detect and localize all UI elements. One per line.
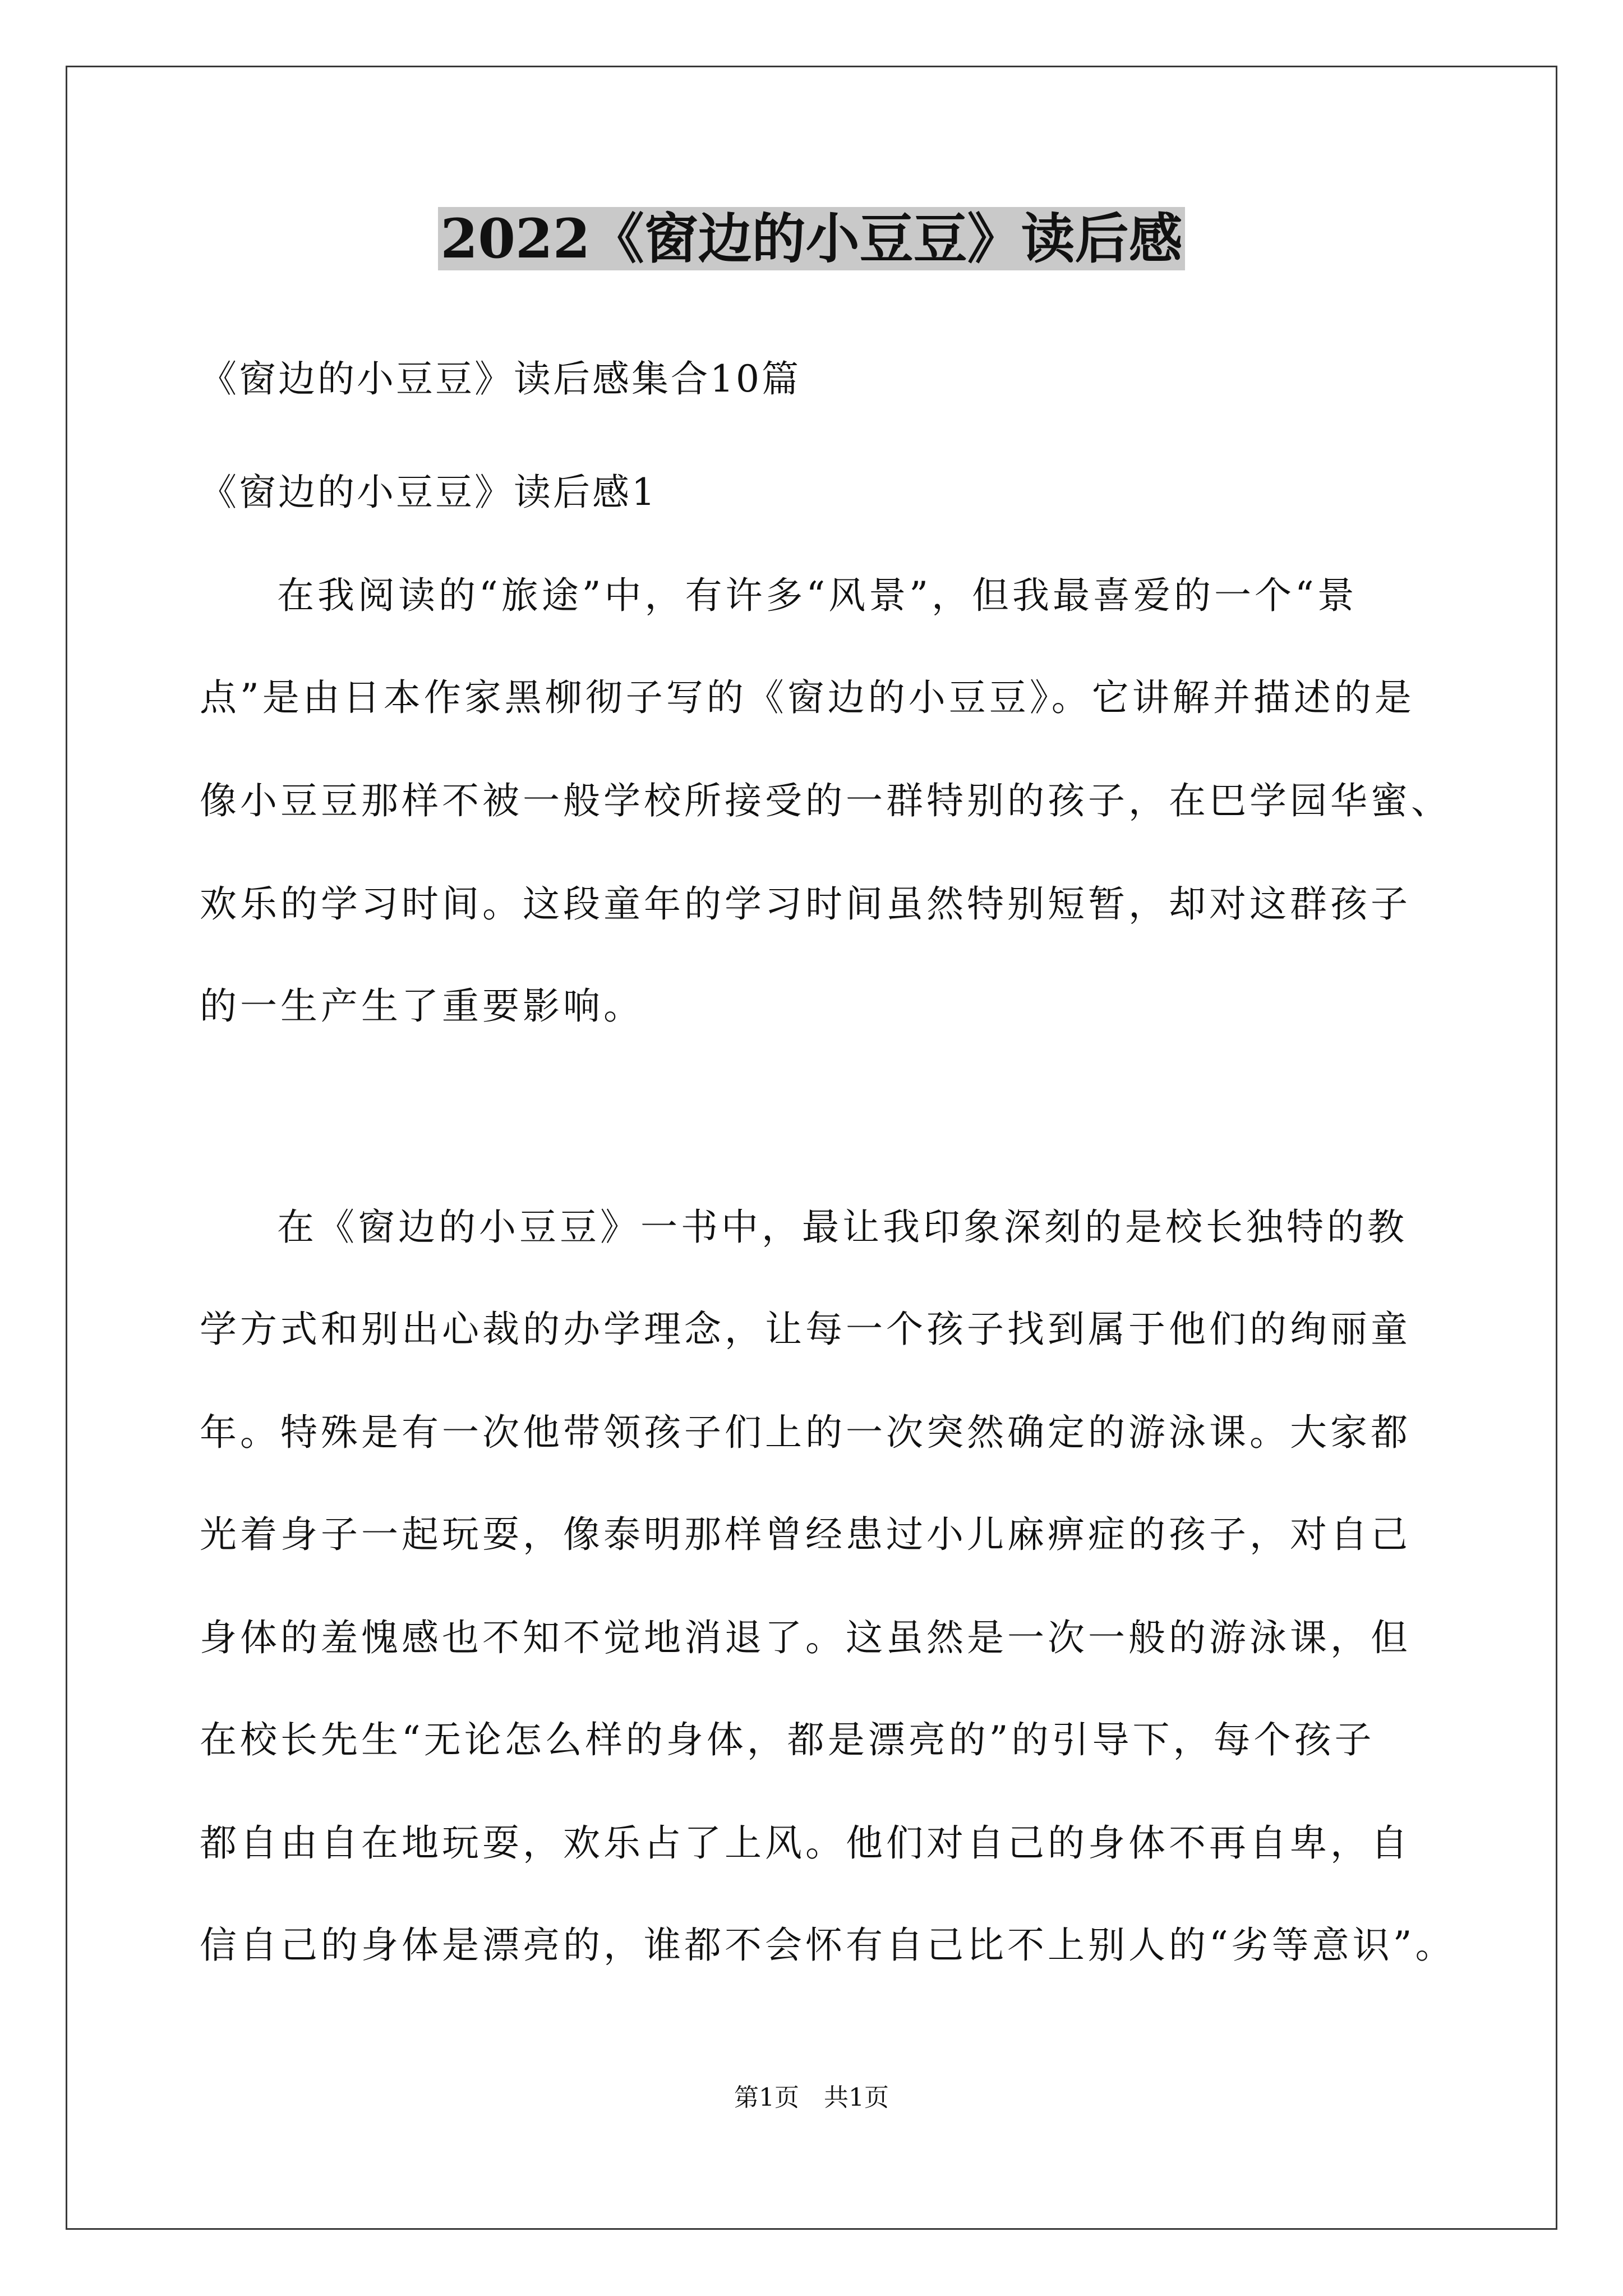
paragraph-line: 像小豆豆那样不被一般学校所接受的一群特别的孩子，在巴学园华蜜、 [200,779,1451,822]
paragraph-line: 光着身子一起玩耍，像泰明那样曾经患过小儿麻痹症的孩子，对自己 [200,1513,1411,1556]
paragraph-line: 年。特殊是有一次他带领孩子们上的一次突然确定的游泳课。大家都 [200,1411,1411,1454]
paragraph-line: 的一生产生了重要影响。 [200,984,644,1028]
paragraph-line: 学方式和别出心裁的办学理念，让每一个孩子找到属于他们的绚丽童 [200,1308,1411,1351]
document-title-text: 2022《窗边的小豆豆》读后感 [438,207,1184,270]
paragraph-line: 欢乐的学习时间。这段童年的学习时间虽然特别短暂，却对这群孩子 [200,882,1411,926]
page-footer: 第1页 共1页 [734,2083,889,2112]
document-title [0,201,1623,277]
section-heading: 《窗边的小豆豆》读后感1 [200,471,657,514]
paragraph-line: 身体的羞愧感也不知不觉地消退了。这虽然是一次一般的游泳课，但 [200,1616,1411,1659]
paragraph-line: 在我阅读的“旅途”中，有许多“风景”，但我最喜爱的一个“景 [277,574,1358,617]
paragraph-line: 点”是由日本作家黑柳彻子写的《窗边的小豆豆》。它讲解并描述的是 [200,676,1415,719]
paragraph-line: 在《窗边的小豆豆》一书中，最让我印象深刻的是校长独特的教 [277,1205,1408,1249]
document-subtitle: 《窗边的小豆豆》读后感集合10篇 [200,357,801,401]
paragraph-line: 都自由自在地玩耍，欢乐占了上风。他们对自己的身体不再自卑，自 [200,1821,1411,1865]
paragraph-line: 在校长先生“无论怎么样的身体，都是漂亮的”的引导下，每个孩子 [200,1718,1375,1761]
paragraph-line: 信自己的身体是漂亮的，谁都不会怀有自己比不上别人的“劣等意识”。 [200,1924,1456,1967]
